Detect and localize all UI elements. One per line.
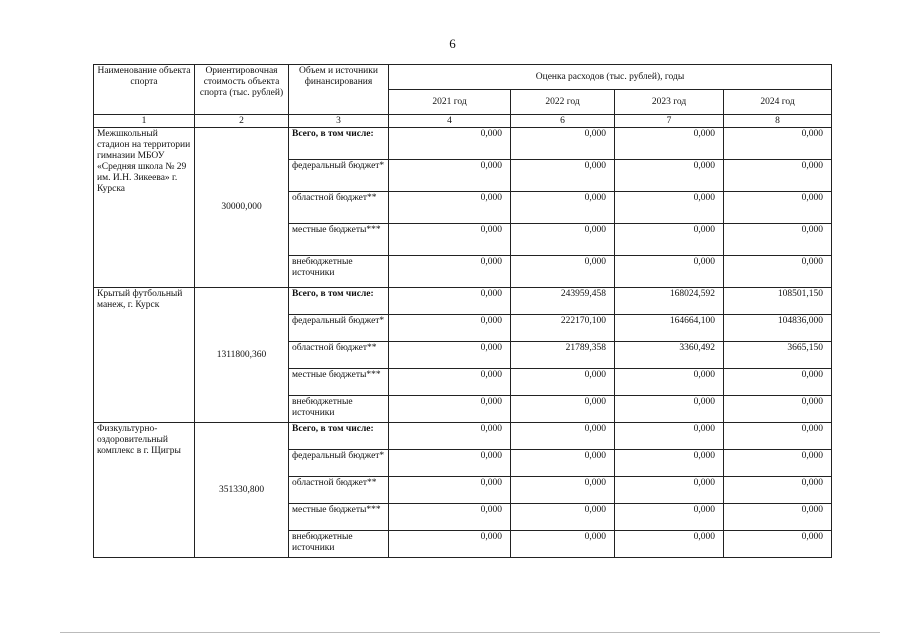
divider xyxy=(60,632,880,633)
expense-value: 3360,492 xyxy=(615,342,724,369)
funding-source: федеральный бюджет* xyxy=(289,160,389,192)
expense-value: 0,000 xyxy=(724,224,832,256)
expense-value: 0,000 xyxy=(615,423,724,450)
table-row xyxy=(94,128,832,160)
header-year-2024: 2024 год xyxy=(724,90,832,115)
expense-value: 104836,000 xyxy=(724,315,832,342)
column-index-row xyxy=(94,115,832,128)
expense-value: 0,000 xyxy=(511,192,615,224)
header-year-2021: 2021 год xyxy=(389,90,511,115)
column-index: 3 xyxy=(289,115,389,128)
expense-value: 0,000 xyxy=(615,192,724,224)
expense-value: 0,000 xyxy=(389,288,511,315)
expenditure-table xyxy=(93,64,832,558)
expense-value: 0,000 xyxy=(724,160,832,192)
object-name: Крытый футбольный манеж, г. Курск xyxy=(94,288,195,423)
expense-value: 108501,150 xyxy=(724,288,832,315)
expense-value: 0,000 xyxy=(389,315,511,342)
table-row xyxy=(94,423,832,450)
expense-value: 0,000 xyxy=(724,256,832,288)
expense-value: 0,000 xyxy=(511,504,615,531)
funding-source: местные бюджеты*** xyxy=(289,504,389,531)
expense-value: 0,000 xyxy=(615,128,724,160)
header-funding-sources: Объем и источники финансирования xyxy=(289,65,389,115)
expense-value: 0,000 xyxy=(389,477,511,504)
expense-value: 0,000 xyxy=(724,192,832,224)
expense-value: 0,000 xyxy=(511,423,615,450)
funding-source: областной бюджет** xyxy=(289,192,389,224)
page-number: 6 xyxy=(449,36,456,51)
expense-value: 164664,100 xyxy=(615,315,724,342)
column-index: 8 xyxy=(724,115,832,128)
funding-source: внебюджетные источники xyxy=(289,396,389,423)
table-body xyxy=(94,128,832,558)
expense-value: 0,000 xyxy=(389,450,511,477)
expense-value: 0,000 xyxy=(389,160,511,192)
expense-value: 21789,358 xyxy=(511,342,615,369)
expense-value: 0,000 xyxy=(511,450,615,477)
column-index: 7 xyxy=(615,115,724,128)
expense-value: 222170,100 xyxy=(511,315,615,342)
expense-value: 0,000 xyxy=(615,256,724,288)
expense-value: 0,000 xyxy=(615,396,724,423)
funding-source: внебюджетные источники xyxy=(289,531,389,558)
funding-source: федеральный бюджет* xyxy=(289,450,389,477)
column-index: 4 xyxy=(389,115,511,128)
expense-value: 0,000 xyxy=(724,128,832,160)
object-cost: 30000,000 xyxy=(195,128,289,288)
expense-value: 0,000 xyxy=(615,531,724,558)
expense-value: 0,000 xyxy=(724,504,832,531)
column-index: 1 xyxy=(94,115,195,128)
funding-source: Всего, в том числе: xyxy=(289,423,389,450)
funding-source: местные бюджеты*** xyxy=(289,369,389,396)
expense-value: 0,000 xyxy=(511,396,615,423)
header-year-2023: 2023 год xyxy=(615,90,724,115)
expense-value: 168024,592 xyxy=(615,288,724,315)
expense-value: 0,000 xyxy=(511,531,615,558)
funding-source: областной бюджет** xyxy=(289,342,389,369)
expense-value: 0,000 xyxy=(615,369,724,396)
object-name: Межшкольный стадион на территории гимназии МБОУ «Средняя школа № 29 им. И.Н. Зикеева» г. Курска xyxy=(94,128,195,288)
expense-value: 0,000 xyxy=(511,160,615,192)
expense-value: 0,000 xyxy=(389,423,511,450)
expense-value: 0,000 xyxy=(389,128,511,160)
expense-value: 0,000 xyxy=(724,396,832,423)
expense-value: 0,000 xyxy=(724,450,832,477)
funding-source: Всего, в том числе: xyxy=(289,288,389,315)
expense-value: 0,000 xyxy=(389,256,511,288)
expense-value: 0,000 xyxy=(389,224,511,256)
expense-value: 0,000 xyxy=(615,160,724,192)
funding-source: Всего, в том числе: xyxy=(289,128,389,160)
expense-value: 0,000 xyxy=(389,192,511,224)
expense-value: 0,000 xyxy=(511,256,615,288)
expense-value: 0,000 xyxy=(615,504,724,531)
header-approx-cost: Ориентировочная стоимость объекта спорта (тыс. рублей) xyxy=(195,65,289,115)
expense-value: 0,000 xyxy=(511,369,615,396)
expense-value: 0,000 xyxy=(615,477,724,504)
expense-value: 0,000 xyxy=(724,477,832,504)
funding-source: внебюджетные источники xyxy=(289,256,389,288)
column-index: 6 xyxy=(511,115,615,128)
expense-value: 243959,458 xyxy=(511,288,615,315)
expense-value: 0,000 xyxy=(389,504,511,531)
expense-value: 0,000 xyxy=(724,423,832,450)
expense-value: 0,000 xyxy=(724,531,832,558)
expense-value: 0,000 xyxy=(724,369,832,396)
expense-value: 0,000 xyxy=(511,477,615,504)
expense-value: 0,000 xyxy=(389,396,511,423)
object-name: Физкультурно-оздоровительный комплекс в г. Щигры xyxy=(94,423,195,558)
funding-source: областной бюджет** xyxy=(289,477,389,504)
expense-value: 0,000 xyxy=(389,342,511,369)
header-year-2022: 2022 год xyxy=(511,90,615,115)
header-object-name: Наименование объекта спорта xyxy=(94,65,195,115)
funding-source: местные бюджеты*** xyxy=(289,224,389,256)
expense-value: 0,000 xyxy=(511,224,615,256)
expense-value: 0,000 xyxy=(389,369,511,396)
header-expense-estimate: Оценка расходов (тыс. рублей), годы xyxy=(389,65,832,90)
column-index: 2 xyxy=(195,115,289,128)
expense-value: 0,000 xyxy=(615,224,724,256)
funding-source: федеральный бюджет* xyxy=(289,315,389,342)
expense-value: 0,000 xyxy=(389,531,511,558)
expense-value: 0,000 xyxy=(615,450,724,477)
expense-value: 0,000 xyxy=(511,128,615,160)
table-row xyxy=(94,288,832,315)
object-cost: 351330,800 xyxy=(195,423,289,558)
expense-value: 3665,150 xyxy=(724,342,832,369)
object-cost: 1311800,360 xyxy=(195,288,289,423)
